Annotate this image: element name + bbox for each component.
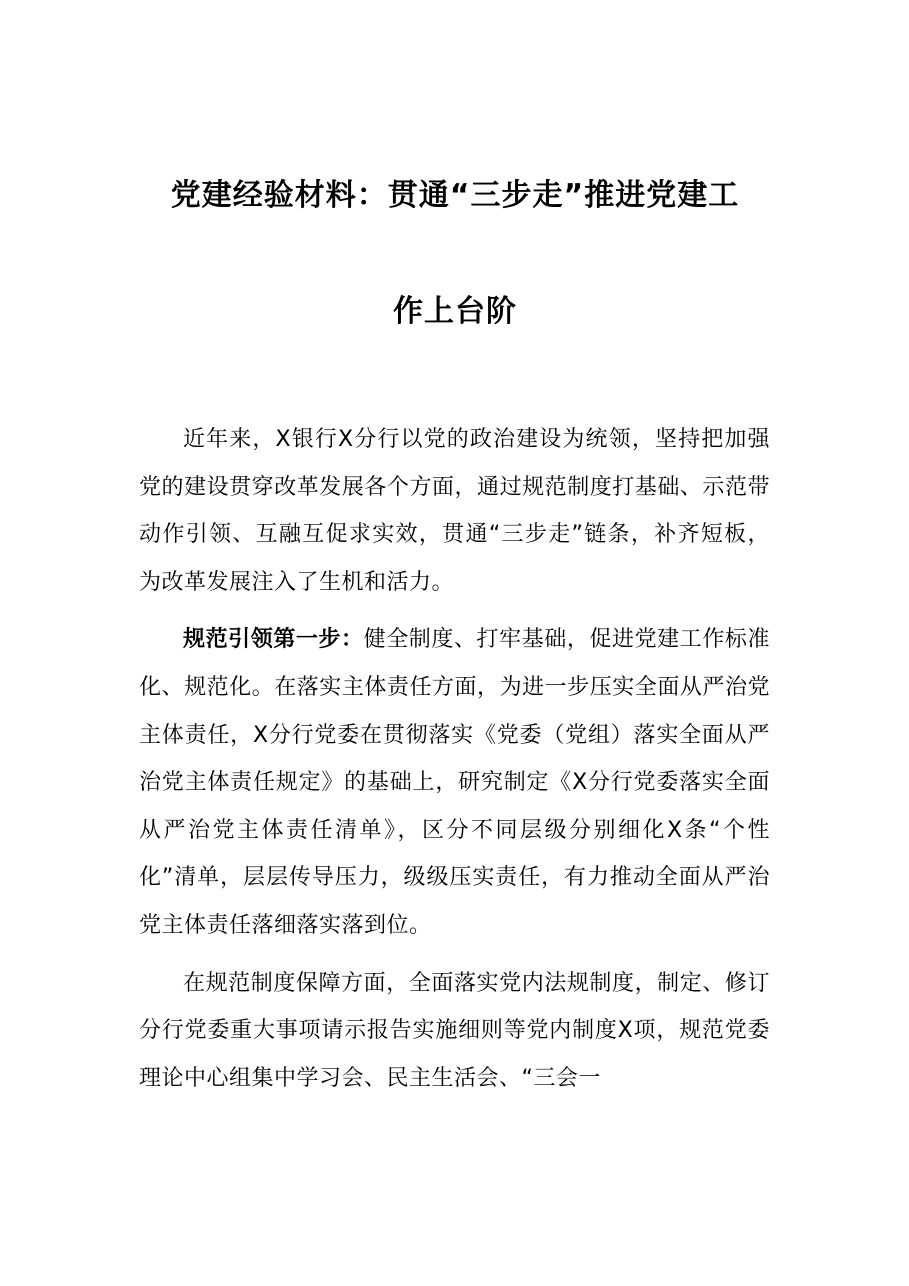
paragraph-lead-heading: 规范引领第一步： [183,627,364,653]
paragraph-text: 健全制度、打牢基础，促进党建工作标准化、规范化。在落实主体责任方面，为进一步压实全面从严治党主体责任，X分行党委在贯彻落实《党委（党组）落实全面从严治党主体责任规定》的基础上，研究制定《X分行党委落实全面从严治党主体责任清单》，区分不同层级分别细化X条“个性化”清单，层层传导压力，级级压实责任，有力推动全面从严治党主体责任落细落实落到位。 [139,627,770,938]
paragraph-text: 在规范制度保障方面，全面落实党内法规制度，制定、修订分行党委重大事项请示报告实施细则等党内制度X项，规范党委理论中心组集中学习会、民主生活会、“三会一 [139,970,770,1091]
paragraph-system-guarantee [139,960,770,1103]
paragraph-step-one [139,616,770,949]
paragraph-intro [139,416,770,606]
paragraph-text: 近年来，X银行X分行以党的政治建设为统领，坚持把加强党的建设贯穿改革发展各个方面，通过规范制度打基础、示范带动作引领、互融互促求实效，贯通“三步走”链条，补齐短板，为改革发展注入了生机和活力。 [139,427,770,595]
document-title-line-1: 党建经验材料：贯通“三步走”推进党建工 [170,178,740,213]
document-body [139,416,770,1102]
document-title-line-2: 作上台阶 [393,294,517,329]
